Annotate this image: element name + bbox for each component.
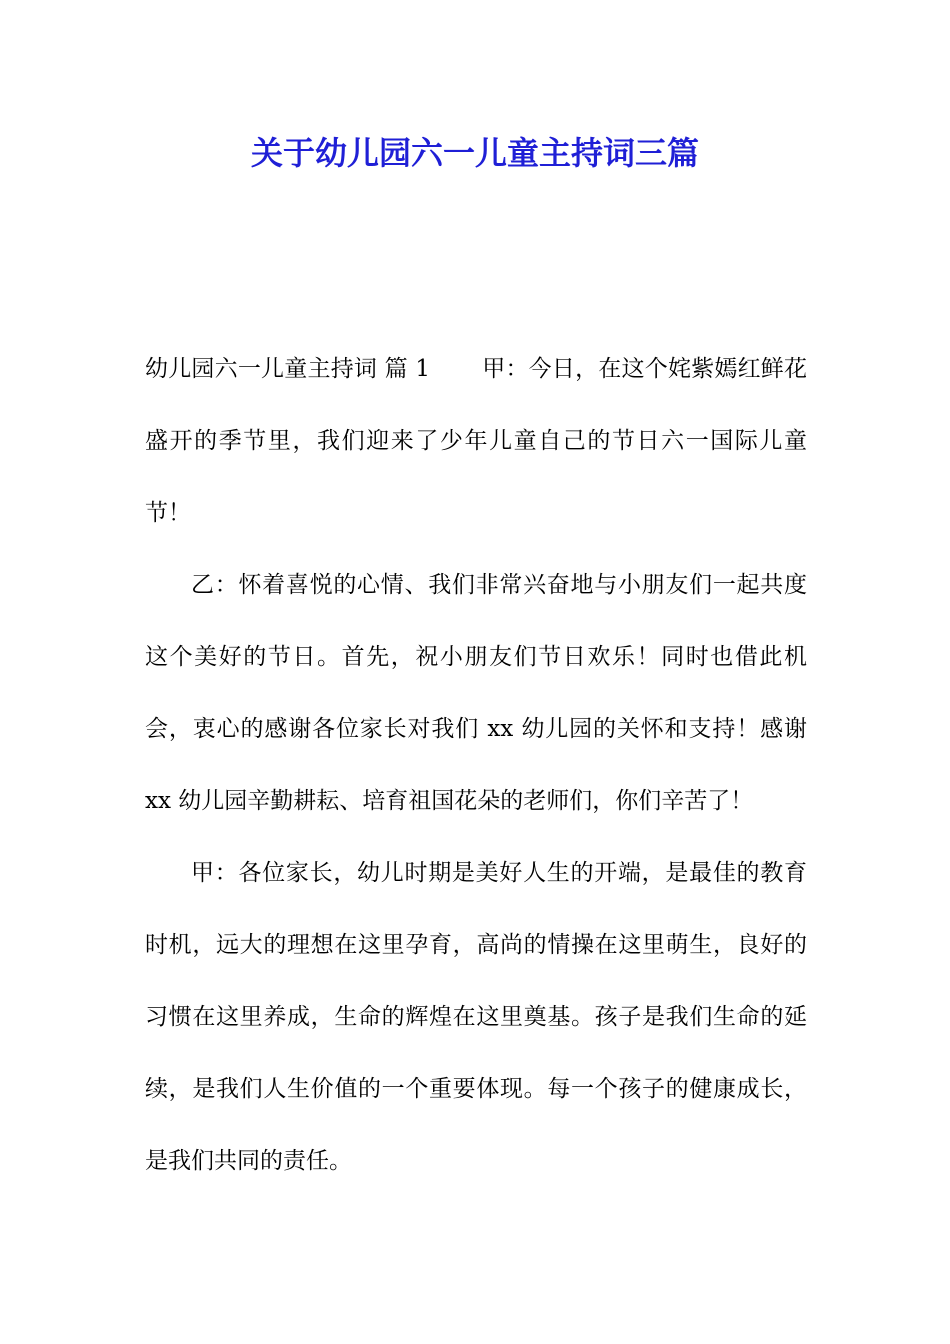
first-paragraph (145, 333, 807, 549)
paragraph-3: 甲：各位家长，幼儿时期是美好人生的开端，是最佳的教育时机，远大的理想在这里孕育，高尚的情操在这里萌生，良好的习惯在这里养成，生命的辉煌在这里奠基。孩子是我们生命的延续，是我们人生价值的一个重要体现。每一个孩子的健康成长，是我们共同的责任。 (145, 860, 807, 1174)
paragraph-2: 乙：怀着喜悦的心情、我们非常兴奋地与小朋友们一起共度这个美好的节日。首先，祝小朋友们节日欢乐！同时也借此机会，衷心的感谢各位家长对我们 xx 幼儿园的关怀和支持！感谢 xx 幼儿园辛勤耕耘、培育祖国花朵的老师们，你们辛苦了！ (145, 572, 807, 814)
paragraph-1: 甲：今日，在这个姹紫嫣红鲜花盛开的季节里，我们迎来了少年儿童自己的节日六一国际儿童节！ (145, 356, 808, 526)
document-title: 关于幼儿园六一儿童主持词三篇 (250, 134, 699, 172)
section-heading: 幼儿园六一儿童主持词 篇 1 (145, 356, 431, 382)
document-body (145, 333, 807, 1197)
